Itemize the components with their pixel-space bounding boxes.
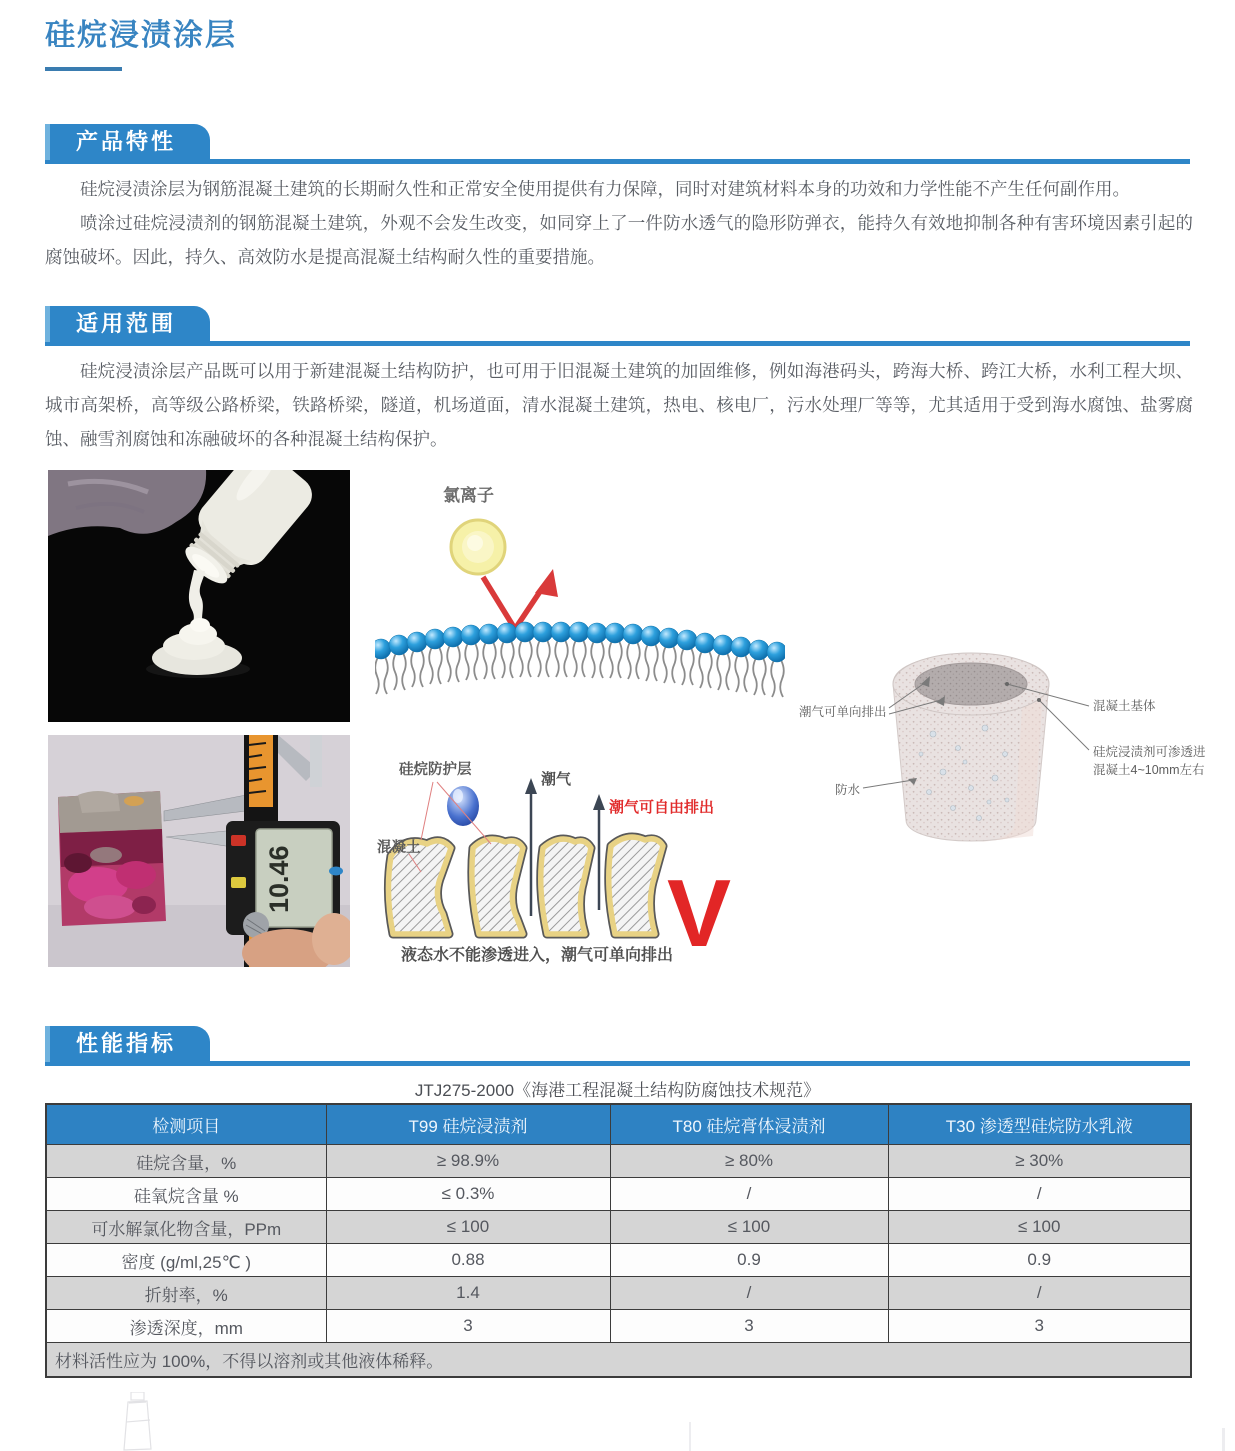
- table-cell: 3: [326, 1310, 610, 1343]
- table-cell: ≥ 30%: [888, 1145, 1191, 1178]
- section-rule: [45, 1061, 1190, 1066]
- cylinder-matrix-label: 混凝土基体: [1093, 699, 1156, 713]
- watermark-line: [689, 1422, 691, 1451]
- cylinder-one-way-label: 潮气可单向排出: [799, 705, 887, 719]
- table-footnote-row: [46, 1343, 1191, 1378]
- caliper-reading: 10.46: [264, 845, 294, 913]
- table-cell: 硅氧烷含量 %: [46, 1178, 326, 1211]
- bounce-arrow: [483, 569, 558, 629]
- pores-concrete-label: 混凝土: [377, 840, 421, 856]
- table-cell: ≤ 100: [326, 1211, 610, 1244]
- table-cell: 3: [888, 1310, 1191, 1343]
- table-cell: /: [610, 1277, 888, 1310]
- section-header-performance: [45, 1026, 1190, 1066]
- table-cell: 折射率，%: [46, 1277, 326, 1310]
- table-cell: /: [888, 1277, 1191, 1310]
- table-row: [46, 1211, 1191, 1244]
- table-cell: 硅烷含量，%: [46, 1145, 326, 1178]
- section-header-features: [45, 124, 1190, 164]
- pores-caption: 液态水不能渗透进入，潮气可单向排出: [401, 947, 674, 964]
- spec-table: [45, 1103, 1192, 1378]
- table-header-row: [46, 1104, 1191, 1145]
- scope-paragraphs: [45, 354, 1193, 456]
- caliper-yellow-button: [231, 877, 246, 888]
- table-cell: 渗透深度，mm: [46, 1310, 326, 1343]
- paragraph: 硅烷浸渍涂层为钢筋混凝土建筑的长期耐久性和正常安全使用提供有力保障，同时对建筑材料本身的功效和力学性能不产生任何副作用。: [80, 179, 1130, 199]
- pores-layer-label: 硅烷防护层: [399, 762, 472, 778]
- silane-molecule-row: [375, 622, 785, 697]
- table-row: [46, 1145, 1191, 1178]
- title-underline-dash: [45, 67, 122, 71]
- table-cell: 可水解氯化物含量，PPm: [46, 1211, 326, 1244]
- features-paragraphs: [45, 172, 1193, 274]
- chloride-ion-label: 氯离子: [443, 486, 494, 505]
- table-cell: ≤ 0.3%: [326, 1178, 610, 1211]
- watermark-line: [1222, 1428, 1225, 1451]
- table-header-cell: T99 硅烷浸渍剂: [326, 1104, 610, 1145]
- table-cell: 密度 (g/ml,25℃ ): [46, 1244, 326, 1277]
- photo-silane-cream-pouring: [48, 470, 350, 722]
- pores-moisture-label: 潮气: [541, 771, 572, 788]
- table-row: [46, 1277, 1191, 1310]
- table-cell: ≤ 100: [610, 1211, 888, 1244]
- table-cell: /: [610, 1178, 888, 1211]
- diagram-chloride-ion-repelled: [375, 473, 785, 705]
- table-cell: 1.4: [326, 1277, 610, 1310]
- paragraph: 喷涂过硅烷浸渍剂的钢筋混凝土建筑，外观不会发生改变，如同穿上了一件防水透气的隐形防弹衣，能持久有效地抑制各种有害环境因素引起的腐蚀破坏。因此，持久、高效防水是提高混凝土结构耐久性的重要措施。: [45, 213, 1193, 267]
- table-cell: ≤ 100: [888, 1211, 1191, 1244]
- cylinder-penetrate-label-2: 混凝土4~10mm左右: [1093, 763, 1205, 777]
- diagram-concrete-cylinder: [793, 622, 1217, 874]
- cylinder-body: [893, 653, 1049, 842]
- table-cell: ≥ 80%: [610, 1145, 888, 1178]
- table-row: [46, 1178, 1191, 1211]
- standard-title: JTJ275-2000《海港工程混凝土结构防腐蚀技术规范》: [414, 1081, 821, 1100]
- section-tab-scope: 适用范围: [45, 306, 210, 342]
- table-cell: /: [888, 1178, 1191, 1211]
- photo-caliper-measurement: [48, 735, 350, 967]
- water-droplet-icon: [447, 786, 479, 826]
- section-header-scope: [45, 306, 1190, 346]
- table-header-cell: 检测项目: [46, 1104, 326, 1145]
- table-cell: 0.9: [610, 1244, 888, 1277]
- dyed-concrete-block: [58, 791, 166, 926]
- page-title: 硅烷浸渍涂层: [45, 19, 237, 52]
- table-cell: 3: [610, 1310, 888, 1343]
- diagram-coated-pores-breathable: [375, 748, 747, 970]
- figures-area: [45, 470, 1235, 975]
- table-cell: ≥ 98.9%: [326, 1145, 610, 1178]
- coated-concrete-chunks: [388, 837, 663, 934]
- table-header-cell: T30 渗透型硅烷防水乳液: [888, 1104, 1191, 1145]
- pores-free-escape-label: 潮气可自由排出: [609, 799, 715, 816]
- table-footnote: 材料活性应为 100%，不得以溶剂或其他液体稀释。: [46, 1343, 1191, 1378]
- section-tab-performance: 性能指标: [45, 1026, 210, 1062]
- cylinder-penetrate-label-1: 硅烷浸渍剂可渗透进: [1093, 745, 1206, 759]
- section-rule: [45, 341, 1190, 346]
- caliper-blue-button: [329, 867, 343, 876]
- table-cell: 0.88: [326, 1244, 610, 1277]
- table-row: [46, 1244, 1191, 1277]
- section-tab-features: 产品特性: [45, 124, 210, 160]
- section-rule: [45, 159, 1190, 164]
- table-row: [46, 1310, 1191, 1343]
- table-cell: 0.9: [888, 1244, 1191, 1277]
- paragraph: 硅烷浸渍涂层产品既可以用于新建混凝土结构防护，也可用于旧混凝土建筑的加固维修，例如海港码头，跨海大桥、跨江大桥，水利工程大坝、城市高架桥，高等级公路桥梁，铁路桥梁，隧道，机场道面，清水混凝土建筑，热电、核电厂，污水处理厂等等，尤其适用于受到海水腐蚀、盐雾腐蚀、融雪剂腐蚀和冻融破坏的各种混凝土结构保护。: [45, 361, 1193, 449]
- table-header-cell: T80 硅烷膏体浸渍剂: [610, 1104, 888, 1145]
- watermark-bottle-sketch: [116, 1392, 158, 1451]
- cylinder-waterproof-label: 防水: [835, 783, 861, 797]
- check-mark: V: [667, 860, 732, 967]
- caliper-red-button: [231, 835, 246, 846]
